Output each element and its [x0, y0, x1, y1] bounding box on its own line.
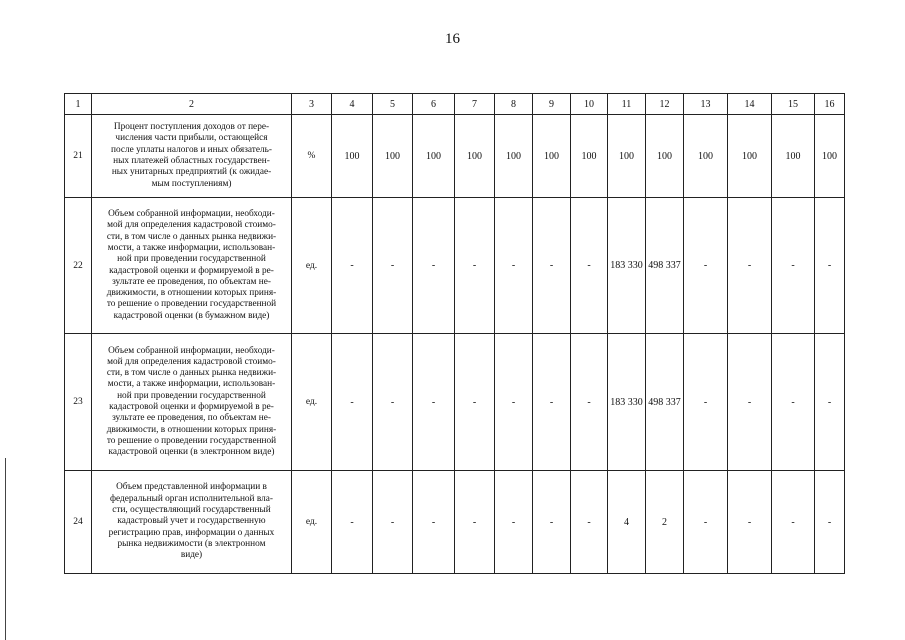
- description-line: мым поступлениям): [151, 178, 232, 189]
- row-description: [92, 198, 292, 334]
- row-unit: %: [292, 115, 332, 198]
- description-line: сти, осуществляющий государственный: [112, 505, 271, 516]
- value-cell: -: [533, 471, 571, 574]
- description-line: виде): [180, 550, 203, 561]
- header-cell: 13: [684, 94, 728, 115]
- value-cell: 183 330: [608, 198, 646, 334]
- row-number: 21: [65, 115, 92, 198]
- value-cell: -: [571, 471, 608, 574]
- value-cell: -: [772, 198, 815, 334]
- header-row: [65, 94, 845, 115]
- description-line: ной при проведении государственной: [117, 390, 266, 401]
- row-number: 22: [65, 198, 92, 334]
- value-cell: -: [772, 471, 815, 574]
- description-line: кадастровой оценки (в бумажном виде): [113, 310, 270, 321]
- value-cell: 498 337: [646, 334, 684, 471]
- value-cell: -: [332, 334, 373, 471]
- value-cell: -: [533, 334, 571, 471]
- description-line: мости, а также информации, использован-: [107, 379, 276, 390]
- value-cell: -: [413, 471, 455, 574]
- value-cell: -: [455, 198, 495, 334]
- value-cell: -: [373, 471, 413, 574]
- description-line: Объем собранной информации, необходи-: [108, 209, 275, 220]
- row-description: [92, 334, 292, 471]
- description-line: ной при проведении государственной: [117, 254, 266, 265]
- value-cell: 100: [373, 115, 413, 198]
- value-cell: 100: [413, 115, 455, 198]
- table-row: [65, 471, 845, 574]
- row-number: 23: [65, 334, 92, 471]
- value-cell: 100: [608, 115, 646, 198]
- header-cell: 7: [455, 94, 495, 115]
- header-cell: 12: [646, 94, 684, 115]
- value-cell: -: [332, 198, 373, 334]
- row-description: [92, 471, 292, 574]
- description-line: кадастровой оценки и формируемой в ре-: [109, 402, 274, 412]
- page-number: 16: [445, 31, 460, 47]
- value-cell: 100: [684, 115, 728, 198]
- description-line: зультате ее проведения, по объектам не-: [112, 276, 271, 287]
- header-cell: 6: [413, 94, 455, 115]
- header-cell: 2: [92, 94, 292, 115]
- value-cell: -: [815, 471, 845, 574]
- header-cell: 5: [373, 94, 413, 115]
- description-line: мости, а также информации, использован-: [107, 242, 276, 253]
- value-cell: 100: [455, 115, 495, 198]
- value-cell: 100: [772, 115, 815, 198]
- value-cell: -: [495, 334, 533, 471]
- value-cell: -: [815, 198, 845, 334]
- value-cell: 100: [728, 115, 772, 198]
- row-unit: ед.: [292, 334, 332, 471]
- header-cell: 16: [815, 94, 845, 115]
- description-line: кадастровый учет и государственную: [117, 516, 266, 527]
- description-line: мой для определения кадастровой стоимо-: [107, 356, 276, 367]
- value-cell: -: [373, 334, 413, 471]
- header-cell: 4: [332, 94, 373, 115]
- header-cell: 10: [571, 94, 608, 115]
- description-line: рынка недвижимости (в электронном: [117, 538, 266, 549]
- header-cell: 11: [608, 94, 646, 115]
- description-line: то решение о проведении государственной: [106, 299, 277, 310]
- table-row: [65, 198, 845, 334]
- row-number: 24: [65, 471, 92, 574]
- description-line: кадастровой оценки (в электронном виде): [108, 447, 275, 458]
- header-cell: 1: [65, 94, 92, 115]
- value-cell: -: [684, 198, 728, 334]
- value-cell: -: [728, 471, 772, 574]
- description-line: ных платежей областных государствен-: [113, 156, 270, 166]
- value-cell: -: [332, 471, 373, 574]
- description-line: после уплаты налогов и иных обязатель-: [111, 144, 272, 155]
- description-line: Процент поступления доходов от пере-: [113, 122, 270, 133]
- value-cell: -: [495, 198, 533, 334]
- value-cell: -: [373, 198, 413, 334]
- table-row: [65, 334, 845, 471]
- value-cell: -: [413, 334, 455, 471]
- table-row: [65, 115, 845, 198]
- header-cell: 9: [533, 94, 571, 115]
- description-line: то решение о проведении государственной: [106, 435, 277, 446]
- value-cell: -: [772, 334, 815, 471]
- header-cell: 14: [728, 94, 772, 115]
- description-line: кадастровой оценки и формируемой в ре-: [109, 265, 274, 276]
- value-cell: -: [495, 471, 533, 574]
- header-cell: 3: [292, 94, 332, 115]
- value-cell: -: [455, 334, 495, 471]
- value-cell: -: [728, 334, 772, 471]
- indicator-table: [64, 93, 845, 574]
- value-cell: -: [815, 334, 845, 471]
- description-line: движимости, в отношении которых приня-: [106, 288, 277, 299]
- margin-line: [5, 458, 6, 640]
- header-cell: 8: [495, 94, 533, 115]
- value-cell: -: [728, 198, 772, 334]
- description-line: федеральный орган исполнительной вла-: [110, 493, 273, 504]
- value-cell: -: [455, 471, 495, 574]
- header-cell: 15: [772, 94, 815, 115]
- value-cell: 4: [608, 471, 646, 574]
- description-line: сти, в том числе о данных рынка недвижи-: [106, 231, 277, 242]
- row-description: [92, 115, 292, 198]
- value-cell: 100: [646, 115, 684, 198]
- description-line: сти, в том числе о данных рынка недвижи-: [106, 368, 277, 379]
- value-cell: 498 337: [646, 198, 684, 334]
- value-cell: 2: [646, 471, 684, 574]
- row-unit: ед.: [292, 198, 332, 334]
- description-line: мой для определения кадастровой стоимо-: [107, 220, 276, 231]
- row-unit: ед.: [292, 471, 332, 574]
- value-cell: -: [684, 471, 728, 574]
- value-cell: -: [571, 198, 608, 334]
- description-line: Объем представленной информации в: [116, 482, 267, 493]
- value-cell: 100: [571, 115, 608, 198]
- value-cell: -: [413, 198, 455, 334]
- description-line: числения части прибыли, остающейся: [115, 133, 268, 144]
- value-cell: -: [571, 334, 608, 471]
- description-line: Объем собранной информации, необходи-: [108, 345, 275, 356]
- description-line: движимости, в отношении которых приня-: [106, 424, 277, 435]
- description-line: ных унитарных предприятий (к ожидае-: [111, 167, 272, 178]
- description-line: зультате ее проведения, по объектам не-: [112, 413, 271, 424]
- value-cell: 100: [332, 115, 373, 198]
- value-cell: 100: [495, 115, 533, 198]
- value-cell: 100: [815, 115, 845, 198]
- value-cell: -: [684, 334, 728, 471]
- value-cell: -: [533, 198, 571, 334]
- description-line: регистрацию прав, информации о данных: [108, 527, 275, 538]
- value-cell: 183 330: [608, 334, 646, 471]
- value-cell: 100: [533, 115, 571, 198]
